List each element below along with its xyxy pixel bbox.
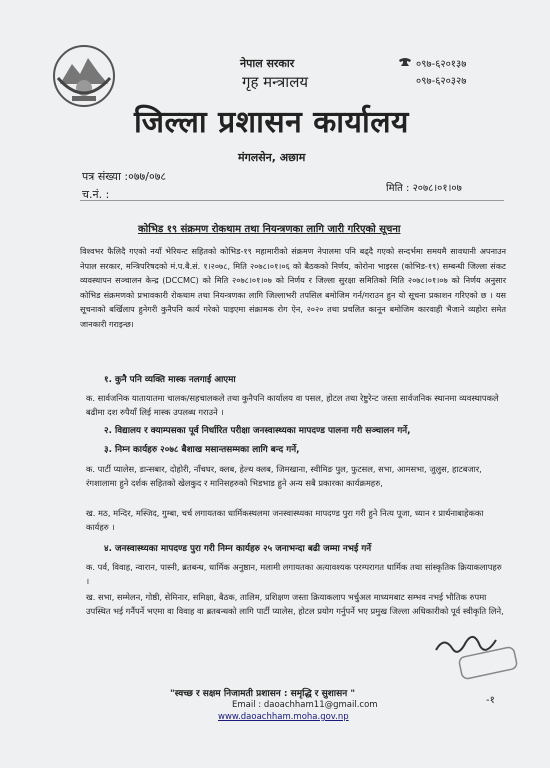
intro-paragraph: विश्वभर फैलिदै गएको नयाँ भेरियन्ट सहितको कोभिड-१९ महामारीको संक्रमण नेपालमा पनि बढ्दै गएको सन्दर्भमा समयमै सावधानी अपनाउन नेपाल सरकार, मन्त्रिपरिषदको मं.प.बै.सं. १।२०७८, मिति २०७८।०१।०६ को बैठकको निर्णय, कोरोना भाइरस (कोभिड-१९) सम्बन्धी जिल्ला संकट व्यवस्थापन सञ्चालन केन्द्र (DCCMC) को मिति २०७८।०१।०७ को निर्णय र जिल्ला सुरक्षा समितिको मिति २०७८।०१।०७ को निर्णय अनुसार कोभिड संक्रमणको प्रभावकारी रोकथाम तथा नियन्त्रणका लागि जिल्लाभरी तपसिल बमोजिम गर्न/गराउन हुन यो सूचना प्रकाशन गरिएको छ । यस सूचनाको बर्खिलाप हुनेगरी कुनैपनि कार्य गरेको पाइएमा संक्रामक रोग ऐन, २०२० तथा प्रचलित कानून बमोजिम कारवाही भैजाने व्यहोरा समेत जानकारी गराइन्छ। [80, 246, 506, 329]
letter-number: पत्र संख्या :०७७/०७८ [82, 170, 167, 183]
office-location: मंगलसेन, अछाम [238, 151, 306, 164]
signature-icon [436, 637, 496, 652]
reference-block [82, 168, 166, 204]
office-title: जिल्ला प्रशासन कार्यालय [134, 105, 409, 140]
phone-row-2 [398, 73, 466, 90]
nepal-emblem-icon [52, 44, 116, 108]
item-heading-1: १. कुनै पनि व्यक्ति मास्क नलगाई आएमा [104, 375, 236, 385]
phone-numbers [398, 56, 466, 90]
dispatch-number: च.नं. : [82, 188, 110, 201]
item-para-3a: क. पार्टी प्यालेस, डान्सबार, दोहोरी, नाँचघर, क्लब, हेल्थ क्लब, जिमखाना, स्वीमिङ पुल, फुटसल, सभा, आमसभा, जुलुस, हाटबजार, रंगशालामा हुने दर्शक सहितको खेलकुद र मानिसहरुको भिडभाड हुने अन्य सबै प्रकारका कार्यक्रमहरु, [86, 464, 482, 489]
item-para-4a: क. पर्व, विवाह, न्वारान, पास्नी, ब्रतबन्ध, धार्मिक अनुष्ठान, मलामी लगायतका अत्यावश्यक परम्परागत धार्मिक तथा सांस्कृतिक क्रियाकलापहरु । [86, 562, 502, 587]
footer-email[interactable]: Email : daoachham11@gmail.com [232, 700, 378, 710]
item-para-4b: ख. सभा, सम्मेलन, गोष्ठी, सेमिनार, समिक्षा, बैठक, तालिम, प्रशिक्षण जस्ता क्रियाकलाप भर्चुअल माध्यमबाट सम्भव नभई भौतिक रुपमा उपस्थित भई गर्नैपर्ने भएमा वा विवाह वा ब्रतबन्धको लागि पार्टी प्यालेस, होटल प्रयोग गर्नुपर्ने भए प्रमुख जिल्ला अधिकारीको पूर्व स्वीकृति लिने, [86, 592, 504, 617]
item-heading-2: २. विद्यालय र क्याम्पसका पूर्व निर्धारित परीक्षा जनस्वास्थ्यका मापदण्ड पालना गरी सञ्चालन गर्ने, [104, 426, 411, 436]
divider [80, 200, 504, 201]
footer-website-link[interactable]: www.daoachham.moha.gov.np [218, 712, 349, 722]
page-number: -१ [486, 695, 495, 706]
item-para-1a: क. सार्वजनिक यातायातमा चालक/सहचालकले तथा कुनैपनि कार्यालय वा पसल, होटल तथा रेष्टुरेन्ट जस्ता सार्वजनिक स्थानमा व्यवस्थापकले बढीमा दश रुपैयाँ लिई मास्क उपलब्ध गराउने । [86, 393, 499, 418]
telephone-icon [398, 56, 412, 73]
phone-1[interactable]: ०९७-६२०१३७ [416, 59, 467, 70]
item-para-3b: ख. मठ, मन्दिर, मस्जिद, गुम्बा, चर्च लगायतका धार्मिकस्थलमा जनस्वास्थ्यका मापदण्ड पुरा गरी हुने नित्य पूजा, ध्यान र प्रार्थनाबाहेकका कार्यहरु । [86, 508, 484, 533]
letter-date: मिति : २०७८।०१।०७ [386, 183, 462, 194]
subject-line: कोभिड १९ संक्रमण रोकथाम तथा नियन्त्रणका लागि जारी गरिएको सूचना [138, 224, 401, 235]
government-name: नेपाल सरकार [240, 57, 295, 70]
phone-2[interactable]: ०९७-६२०३२७ [416, 76, 467, 87]
footer-slogan: "स्वच्छ र सक्षम निजामती प्रशासन : समृद्धि र सुशासन " [170, 689, 356, 699]
item-heading-4: ४. जनस्वास्थ्यका मापदण्ड पुरा गरी निम्न कार्यहरु २५ जनाभन्दा बढी जम्मा नभई गर्ने [104, 544, 372, 554]
item-heading-3: ३. निम्न कार्यहरु २०७८ बैशाख मसान्तसम्मका लागि बन्द गर्ने, [104, 445, 300, 455]
ministry-name: गृह मन्त्रालय [242, 73, 309, 91]
office-seal-icon [458, 646, 517, 679]
signature-seal-area [430, 616, 520, 688]
phone-row-1 [398, 56, 466, 73]
